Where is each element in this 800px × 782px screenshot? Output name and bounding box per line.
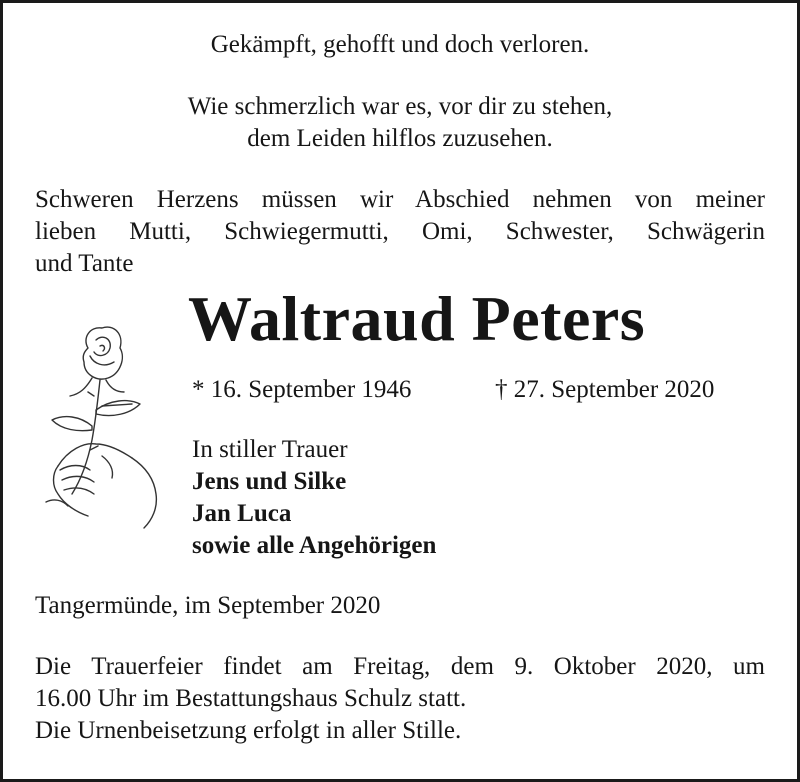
service-line-1: Die Trauerfeier findet am Freitag, dem 9. Oktober 2020, um xyxy=(35,653,765,680)
service-line-2: 16.00 Uhr im Bestattungshaus Schulz statt. xyxy=(35,685,467,712)
mourner-name: Jens und Silke xyxy=(192,468,347,495)
motto-line-1: Gekämpft, gehofft und doch verloren. xyxy=(210,31,590,58)
intro-line-1: Schweren Herzens müssen wir Abschied nehmen von meiner xyxy=(35,186,765,213)
intro-line-2: lieben Mutti, Schwiegermutti, Omi, Schwester, Schwägerin xyxy=(35,218,765,245)
hand-holding-rose-icon xyxy=(40,318,175,530)
death-date: † 27. September 2020 xyxy=(495,376,715,403)
deceased-name: Waltraud Peters xyxy=(188,283,646,354)
service-line-3: Die Urnenbeisetzung erfolgt in aller Stille. xyxy=(35,717,462,744)
motto-line-3: dem Leiden hilflos zuzusehen. xyxy=(247,125,553,152)
mourner-name: Jan Luca xyxy=(192,500,292,527)
intro-line-3: und Tante xyxy=(35,250,134,277)
place-date: Tangermünde, im September 2020 xyxy=(35,592,381,619)
birth-date: * 16. September 1946 xyxy=(192,376,412,403)
mourner-name: sowie alle Angehörigen xyxy=(192,532,437,559)
mourners-heading: In stiller Trauer xyxy=(192,436,348,463)
motto-line-2: Wie schmerzlich war es, vor dir zu stehen, xyxy=(187,93,613,120)
